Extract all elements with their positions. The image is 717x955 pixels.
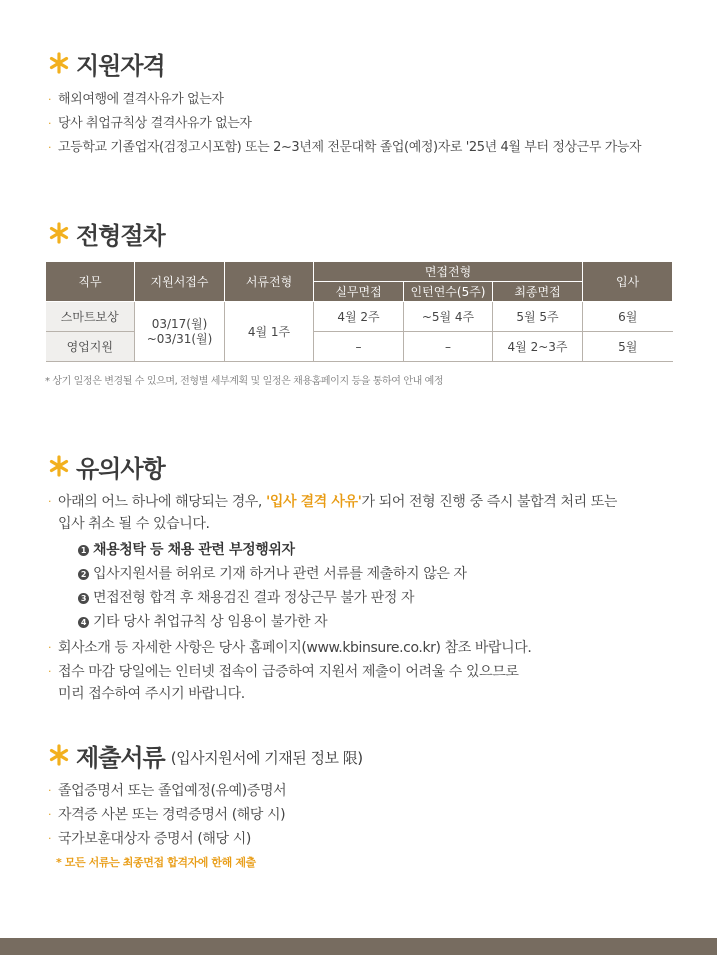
section-subtitle: (입사지원서에 기재된 정보 限) — [170, 748, 363, 767]
cell-internship: – — [404, 332, 493, 362]
cell-role: 스마트보상 — [46, 302, 135, 332]
section-title: 전형절차 — [76, 221, 165, 250]
documents-note: * 모든 서류는 최종면접 합격자에 한해 제출 — [56, 856, 256, 869]
asterisk-icon — [48, 744, 70, 766]
asterisk-icon — [48, 455, 70, 477]
header-join: 입사 — [583, 262, 673, 302]
cell-final: 4월 2~3주 — [493, 332, 583, 362]
application-end: ~03/31(월) — [146, 331, 213, 346]
header-role: 직무 — [46, 262, 135, 302]
asterisk-icon — [48, 52, 70, 74]
section-title: 제출서류 — [76, 743, 165, 772]
cell-document: 4월 1주 — [225, 302, 314, 362]
section-header — [48, 738, 677, 772]
list-item: · 회사소개 등 자세한 사항은 당사 홈페이지(www.kbinsure.co.kr) 참조 바랍니다. — [48, 640, 532, 656]
section-header — [48, 216, 677, 250]
header-final: 최종면접 — [493, 282, 583, 302]
application-start: 03/17(월) — [151, 316, 208, 331]
numbered-list — [68, 539, 677, 633]
qualifications-section — [48, 46, 677, 160]
numbered-item: 1 채용청탁 등 채용 관련 부정행위자 — [68, 539, 677, 561]
documents-list — [48, 780, 677, 850]
cell-role: 영업지원 — [46, 332, 135, 362]
numbered-item: 4 기타 당사 취업규칙 상 임용이 불가한 자 — [68, 611, 677, 633]
numbered-item: 2 입사지원서를 허위로 기재 하거나 관련 서류를 제출하지 않은 자 — [68, 563, 677, 585]
list-item: · 접수 마감 당일에는 인터넷 접속이 급증하여 지원서 제출이 어려울 수 있으므로 미리 접수하여 주시기 바랍니다. — [48, 664, 519, 702]
section-title: 지원자격 — [76, 51, 165, 80]
list-item: · 해외여행에 결격사유가 없는자 — [48, 92, 224, 107]
table-row — [46, 302, 673, 332]
list-item: · 졸업증명서 또는 졸업예정(유예)증명서 — [48, 783, 287, 799]
list-item: · 당사 취업규칙상 결격사유가 없는자 — [48, 116, 252, 131]
asterisk-icon — [48, 222, 70, 244]
section-header — [48, 46, 677, 80]
qualification-list — [48, 88, 677, 160]
header-interview: 면접전형 — [314, 262, 583, 282]
highlight-text: '입사 결격 사유' — [266, 494, 362, 510]
cell-application — [135, 302, 225, 362]
header-document: 서류전형 — [225, 262, 314, 302]
list-item: · 자격증 사본 또는 경력증명서 (해당 시) — [48, 807, 286, 823]
section-title: 유의사항 — [76, 454, 165, 483]
process-table — [45, 261, 673, 362]
numbered-item: 3 면접전형 합격 후 채용검진 결과 정상근무 불가 판정 자 — [68, 587, 677, 609]
list-item: · 고등학교 기졸업자(검정고시포함) 또는 2~3년제 전문대학 졸업(예정)자로 '25년 4월 부터 정상근무 가능자 — [48, 140, 642, 155]
header-application: 지원서접수 — [135, 262, 225, 302]
schedule-note: * 상기 일정은 변경될 수 있으며, 전형별 세부계획 및 일정은 채용홈페이지 등을 통하여 안내 예정 — [45, 376, 444, 387]
cell-practical: – — [314, 332, 404, 362]
cell-join: 5월 — [583, 332, 673, 362]
list-item: · 아래의 어느 하나에 해당되는 경우, '입사 결격 사유'가 되어 전형 진행 중 즉시 불합격 처리 또는 입사 취소 될 수 있습니다. 1 채용청탁 등 채용 관련 부정행위자 2 입사지원서를 허위로 기재 하거나 관련 서류를 제출하지 않은 자 3 면접전형 합격 후 채용검진 결과 정상근무 불가 판정 자 4 기타 당사 취업규칙 상 임용이 불가한 자 — [48, 491, 677, 633]
section-header — [48, 449, 677, 483]
list-item: · 국가보훈대상자 증명서 (해당 시) — [48, 831, 251, 847]
header-practical: 실무면접 — [314, 282, 404, 302]
cell-practical: 4월 2주 — [314, 302, 404, 332]
process-section — [45, 216, 677, 387]
documents-section — [48, 738, 677, 870]
header-internship: 인턴연수(5주) — [404, 282, 493, 302]
cell-join: 6월 — [583, 302, 673, 332]
caution-list — [48, 491, 677, 705]
footer-bar — [0, 938, 717, 955]
cautions-section — [48, 449, 677, 707]
cell-final: 5월 5주 — [493, 302, 583, 332]
cell-internship: ~5월 4주 — [404, 302, 493, 332]
